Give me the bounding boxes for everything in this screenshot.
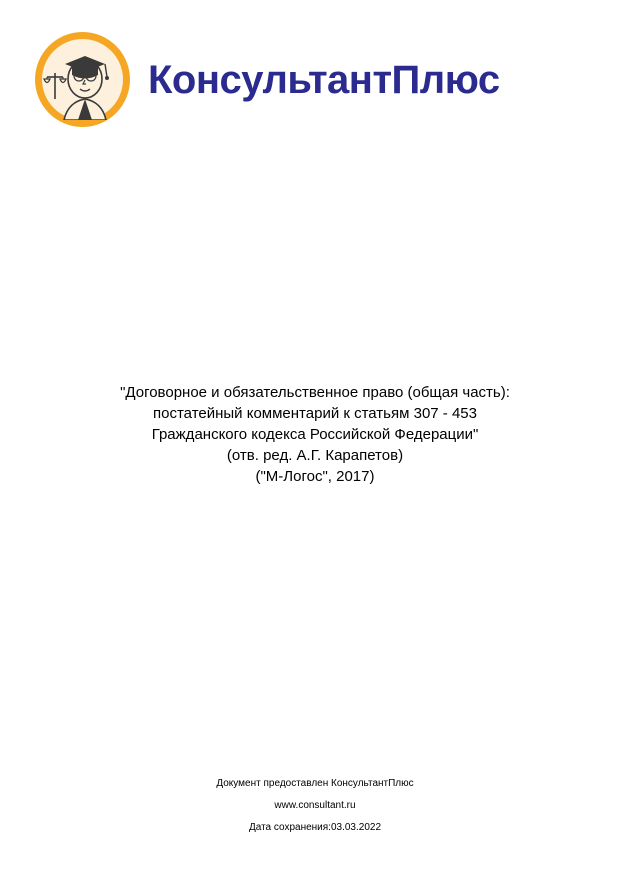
brand-header xyxy=(35,32,500,127)
footer-provided-by: Документ предоставлен КонсультантПлюс xyxy=(216,778,414,789)
title-line-5: ("М-Логос", 2017) xyxy=(255,468,375,485)
document-title xyxy=(0,382,630,487)
title-line-4: (отв. ред. А.Г. Карапетов) xyxy=(226,447,404,464)
document-footer xyxy=(0,773,630,839)
title-line-2: постатейный комментарий к статьям 307 - 453 xyxy=(153,405,477,422)
title-line-3: Гражданского кодекса Российской Федерации" xyxy=(151,426,479,443)
title-line-1: "Договорное и обязательственное право (общая часть): xyxy=(120,384,510,401)
brand-name: КонсультантПлюс xyxy=(148,57,500,102)
footer-saved-date: Дата сохранения:03.03.2022 xyxy=(248,822,382,833)
footer-website: www.consultant.ru xyxy=(274,800,356,811)
graduate-scales-icon xyxy=(35,32,130,127)
